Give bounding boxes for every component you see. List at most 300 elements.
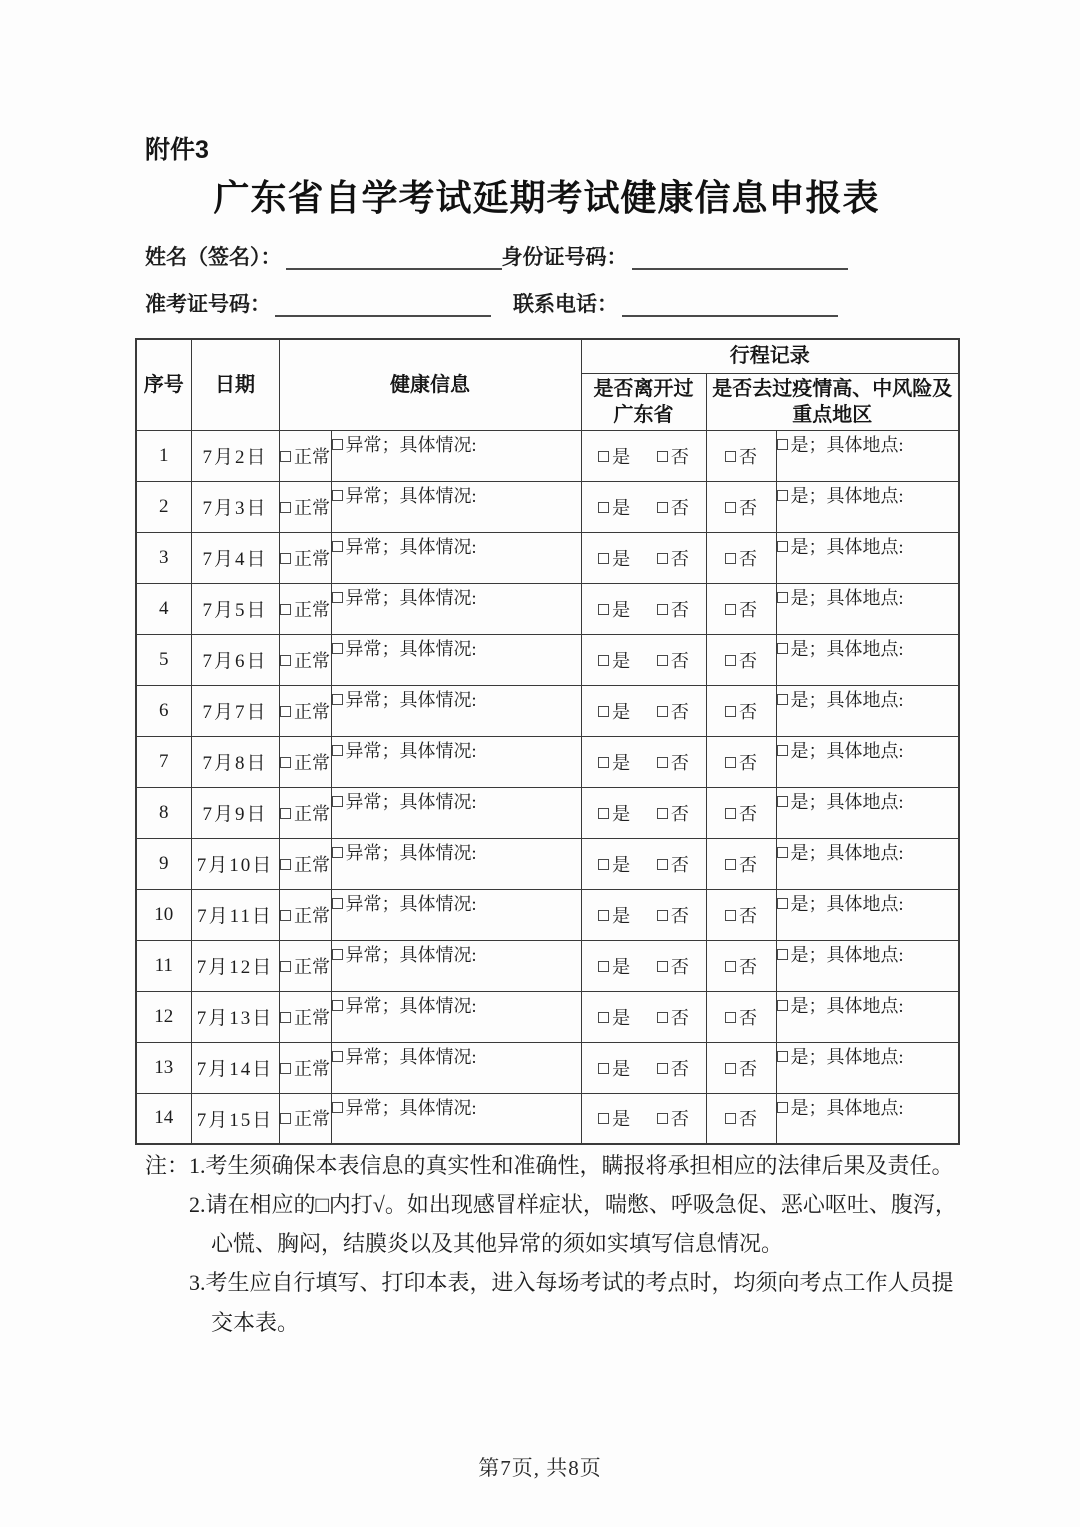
option-label: 是 (612, 446, 631, 467)
option-label: 是；具体地点: (790, 638, 904, 659)
risk-no-checkbox[interactable] (725, 957, 757, 977)
option-label: 正常 (294, 1058, 330, 1079)
abnormal-checkbox[interactable] (332, 1098, 477, 1118)
option-label: 否 (739, 1058, 757, 1079)
checkbox-icon (777, 541, 788, 552)
option-label: 否 (739, 701, 757, 722)
row-date-value: 7月9日 (202, 804, 268, 825)
checkbox-icon (332, 1102, 343, 1113)
risk-no-checkbox[interactable] (725, 804, 757, 824)
option-label: 否 (739, 752, 757, 773)
normal-checkbox[interactable] (280, 1109, 330, 1129)
checkbox-icon (725, 502, 736, 513)
checkbox-icon (725, 757, 736, 768)
row-seq-value: 14 (154, 1107, 174, 1129)
risk-area-no-cell (706, 838, 776, 889)
health-abnormal-cell (331, 838, 581, 889)
option-label: 异常；具体情况: (345, 689, 477, 710)
checkbox-icon (332, 439, 343, 450)
normal-checkbox[interactable] (280, 702, 330, 722)
left-yes-checkbox[interactable] (598, 1059, 630, 1079)
checkbox-icon (725, 1012, 736, 1023)
risk-area-yes-cell (776, 889, 959, 940)
row-seq (136, 889, 191, 940)
checkbox-icon (332, 1000, 343, 1011)
risk-yes-checkbox[interactable] (777, 1047, 904, 1067)
option-label: 是；具体地点: (790, 740, 904, 761)
left-yes-checkbox[interactable] (598, 447, 630, 467)
health-abnormal-cell (331, 634, 581, 685)
option-label: 是；具体地点: (790, 536, 904, 557)
health-normal-cell (279, 685, 331, 736)
phone-label: 联系电话： (513, 292, 618, 316)
row-date (191, 430, 279, 481)
left-yes-checkbox[interactable] (598, 600, 630, 620)
checkbox-icon (777, 1000, 788, 1011)
risk-yes-checkbox[interactable] (777, 741, 904, 761)
option-label: 否 (670, 803, 689, 824)
option-label: 是 (612, 650, 631, 671)
risk-area-no-cell (706, 685, 776, 736)
risk-no-checkbox[interactable] (725, 855, 757, 875)
checkbox-icon (657, 808, 668, 819)
checkbox-icon (725, 553, 736, 564)
risk-no-checkbox[interactable] (725, 600, 757, 620)
normal-checkbox[interactable] (280, 651, 330, 671)
left-yes-checkbox[interactable] (598, 855, 630, 875)
option-label: 异常；具体情况: (345, 791, 477, 812)
checkbox-icon (777, 490, 788, 501)
row-seq-value: 11 (154, 954, 173, 976)
left-guangdong-cell (581, 838, 706, 889)
option-label: 否 (739, 446, 757, 467)
note-item-3: 3.考生应自行填写、打印本表，进入每场考试的考点时，均须向考点工作人员提交本表。 (189, 1270, 954, 1335)
checkbox-icon (598, 961, 609, 972)
checkbox-icon (280, 961, 291, 972)
field-row-2 (145, 283, 960, 317)
health-normal-cell (279, 838, 331, 889)
risk-no-checkbox[interactable] (725, 447, 757, 467)
left-guangdong-cell (581, 481, 706, 532)
option-label: 是 (612, 1007, 631, 1028)
normal-checkbox[interactable] (280, 804, 330, 824)
row-date-value: 7月13日 (196, 1008, 274, 1029)
left-yes-checkbox[interactable] (598, 957, 630, 977)
risk-area-no-cell (706, 634, 776, 685)
option-label: 否 (670, 497, 689, 518)
normal-checkbox[interactable] (280, 600, 330, 620)
option-label: 否 (670, 956, 689, 977)
row-seq-value: 1 (159, 444, 169, 466)
option-label: 否 (739, 1109, 757, 1130)
risk-yes-checkbox[interactable] (777, 894, 904, 914)
left-guangdong-cell (581, 532, 706, 583)
abnormal-checkbox[interactable] (332, 537, 477, 557)
option-label: 异常；具体情况: (345, 485, 477, 506)
row-date (191, 532, 279, 583)
checkbox-icon (598, 502, 609, 513)
checkbox-icon (657, 604, 668, 615)
checkbox-icon (332, 490, 343, 501)
left-no-checkbox[interactable] (657, 1008, 689, 1028)
table-row (136, 940, 959, 991)
risk-area-yes-cell (776, 583, 959, 634)
header-fields (145, 236, 960, 330)
left-yes-checkbox[interactable] (598, 498, 630, 518)
health-abnormal-cell (331, 1093, 581, 1144)
table-row (136, 430, 959, 481)
option-label: 是 (612, 803, 631, 824)
risk-area-yes-cell (776, 430, 959, 481)
abnormal-checkbox[interactable] (332, 843, 477, 863)
row-seq (136, 481, 191, 532)
left-no-checkbox[interactable] (657, 447, 689, 467)
risk-no-checkbox[interactable] (725, 1008, 757, 1028)
option-label: 正常 (294, 701, 330, 722)
checkbox-icon (598, 604, 609, 615)
row-date (191, 940, 279, 991)
left-no-checkbox[interactable] (657, 651, 689, 671)
option-label: 否 (739, 497, 757, 518)
option-label: 是；具体地点: (790, 434, 904, 455)
risk-no-checkbox[interactable] (725, 498, 757, 518)
risk-area-yes-cell (776, 991, 959, 1042)
name-input[interactable] (286, 244, 502, 270)
risk-area-yes-cell (776, 532, 959, 583)
option-label: 否 (739, 854, 757, 875)
row-seq-value: 12 (154, 1005, 174, 1027)
risk-area-no-cell (706, 583, 776, 634)
checkbox-icon (280, 1012, 291, 1023)
abnormal-checkbox[interactable] (332, 1047, 477, 1067)
option-label: 是；具体地点: (790, 791, 904, 812)
normal-checkbox[interactable] (280, 447, 330, 467)
checkbox-icon (598, 757, 609, 768)
checkbox-icon (598, 1063, 609, 1074)
option-label: 是 (612, 854, 631, 875)
risk-yes-checkbox[interactable] (777, 435, 904, 455)
risk-yes-checkbox[interactable] (777, 690, 904, 710)
health-abnormal-cell (331, 991, 581, 1042)
left-no-checkbox[interactable] (657, 498, 689, 518)
option-label: 否 (670, 905, 689, 926)
left-yes-checkbox[interactable] (598, 804, 630, 824)
checkbox-icon (657, 1012, 668, 1023)
checkbox-icon (777, 898, 788, 909)
checkbox-icon (777, 745, 788, 756)
abnormal-checkbox[interactable] (332, 486, 477, 506)
left-yes-checkbox[interactable] (598, 753, 630, 773)
risk-no-checkbox[interactable] (725, 651, 757, 671)
left-no-checkbox[interactable] (657, 804, 689, 824)
option-label: 否 (670, 1058, 689, 1079)
health-normal-cell (279, 889, 331, 940)
left-no-checkbox[interactable] (657, 957, 689, 977)
note-item-2: 2.请在相应的□内打√。如出现感冒样症状，喘憋、呼吸急促、恶心呕吐、腹泻，心慌、胸闷，结膜炎以及其他异常的须如实填写信息情况。 (189, 1192, 957, 1257)
left-guangdong-cell (581, 430, 706, 481)
option-label: 否 (739, 650, 757, 671)
normal-checkbox[interactable] (280, 906, 330, 926)
option-label: 否 (670, 752, 689, 773)
checkbox-icon (280, 553, 291, 564)
option-label: 异常；具体情况: (345, 1097, 477, 1118)
checkbox-icon (777, 796, 788, 807)
checkbox-icon (598, 706, 609, 717)
row-date-value: 7月5日 (202, 600, 268, 621)
normal-checkbox[interactable] (280, 1008, 330, 1028)
abnormal-checkbox[interactable] (332, 741, 477, 761)
normal-checkbox[interactable] (280, 957, 330, 977)
risk-area-yes-cell (776, 787, 959, 838)
row-seq (136, 736, 191, 787)
left-guangdong-cell (581, 685, 706, 736)
table-row (136, 481, 959, 532)
risk-area-no-cell (706, 1042, 776, 1093)
health-abnormal-cell (331, 736, 581, 787)
option-label: 是；具体地点: (790, 893, 904, 914)
health-normal-cell (279, 991, 331, 1042)
header-trip-record: 行程记录 (581, 339, 959, 373)
table-row (136, 838, 959, 889)
id-number-input[interactable] (632, 244, 848, 270)
checkbox-icon (657, 553, 668, 564)
normal-checkbox[interactable] (280, 753, 330, 773)
risk-no-checkbox[interactable] (725, 549, 757, 569)
health-abnormal-cell (331, 1042, 581, 1093)
option-label: 是 (612, 905, 631, 926)
phone-input[interactable] (622, 291, 838, 317)
checkbox-icon (332, 898, 343, 909)
abnormal-checkbox[interactable] (332, 894, 477, 914)
checkbox-icon (332, 694, 343, 705)
checkbox-icon (657, 961, 668, 972)
health-abnormal-cell (331, 685, 581, 736)
option-label: 是；具体地点: (790, 1046, 904, 1067)
normal-checkbox[interactable] (280, 855, 330, 875)
checkbox-icon (725, 1113, 736, 1124)
row-seq-value: 4 (159, 597, 169, 619)
abnormal-checkbox[interactable] (332, 588, 477, 608)
row-seq-value: 7 (159, 750, 169, 772)
left-yes-checkbox[interactable] (598, 1008, 630, 1028)
row-date-value: 7月2日 (202, 447, 268, 468)
risk-area-yes-cell (776, 1042, 959, 1093)
normal-checkbox[interactable] (280, 549, 330, 569)
checkbox-icon (777, 592, 788, 603)
health-normal-cell (279, 736, 331, 787)
abnormal-checkbox[interactable] (332, 690, 477, 710)
risk-yes-checkbox[interactable] (777, 996, 904, 1016)
abnormal-checkbox[interactable] (332, 996, 477, 1016)
option-label: 是；具体地点: (790, 485, 904, 506)
option-label: 正常 (294, 905, 330, 926)
option-label: 是 (612, 599, 631, 620)
abnormal-checkbox[interactable] (332, 639, 477, 659)
left-no-checkbox[interactable] (657, 906, 689, 926)
checkbox-icon (725, 451, 736, 462)
option-label: 正常 (294, 497, 330, 518)
risk-yes-checkbox[interactable] (777, 639, 904, 659)
option-label: 正常 (294, 752, 330, 773)
ticket-number-input[interactable] (275, 291, 491, 317)
health-normal-cell (279, 940, 331, 991)
risk-no-checkbox[interactable] (725, 702, 757, 722)
ticket-number-label: 准考证号码： (145, 292, 271, 316)
risk-area-no-cell (706, 940, 776, 991)
risk-area-no-cell (706, 736, 776, 787)
risk-yes-checkbox[interactable] (777, 945, 904, 965)
table-row (136, 889, 959, 940)
left-guangdong-cell (581, 583, 706, 634)
row-seq (136, 1042, 191, 1093)
row-date (191, 736, 279, 787)
checkbox-icon (657, 655, 668, 666)
checkbox-icon (280, 757, 291, 768)
checkbox-icon (725, 859, 736, 870)
health-declaration-table (135, 338, 960, 1145)
option-label: 是 (612, 956, 631, 977)
left-no-checkbox[interactable] (657, 549, 689, 569)
row-seq-value: 6 (159, 699, 169, 721)
checkbox-icon (332, 949, 343, 960)
option-label: 是；具体地点: (790, 995, 904, 1016)
risk-no-checkbox[interactable] (725, 1059, 757, 1079)
normal-checkbox[interactable] (280, 1059, 330, 1079)
risk-area-no-cell (706, 481, 776, 532)
checkbox-icon (657, 859, 668, 870)
risk-no-checkbox[interactable] (725, 1109, 757, 1129)
checkbox-icon (657, 706, 668, 717)
health-abnormal-cell (331, 787, 581, 838)
row-seq (136, 940, 191, 991)
risk-no-checkbox[interactable] (725, 753, 757, 773)
left-no-checkbox[interactable] (657, 753, 689, 773)
table-row (136, 634, 959, 685)
option-label: 是 (612, 701, 631, 722)
option-label: 正常 (294, 1007, 330, 1028)
row-date (191, 838, 279, 889)
table-row (136, 583, 959, 634)
risk-yes-checkbox[interactable] (777, 537, 904, 557)
row-date-value: 7月7日 (202, 702, 268, 723)
left-no-checkbox[interactable] (657, 702, 689, 722)
risk-yes-checkbox[interactable] (777, 843, 904, 863)
left-no-checkbox[interactable] (657, 855, 689, 875)
left-no-checkbox[interactable] (657, 600, 689, 620)
left-no-checkbox[interactable] (657, 1059, 689, 1079)
left-yes-checkbox[interactable] (598, 1109, 630, 1129)
row-seq (136, 838, 191, 889)
row-date-value: 7月6日 (202, 651, 268, 672)
checkbox-icon (725, 808, 736, 819)
row-seq-value: 13 (154, 1056, 174, 1078)
risk-area-no-cell (706, 430, 776, 481)
left-guangdong-cell (581, 736, 706, 787)
checkbox-icon (598, 808, 609, 819)
risk-no-checkbox[interactable] (725, 906, 757, 926)
left-yes-checkbox[interactable] (598, 906, 630, 926)
option-label: 正常 (294, 650, 330, 671)
checkbox-icon (280, 604, 291, 615)
left-guangdong-cell (581, 787, 706, 838)
abnormal-checkbox[interactable] (332, 945, 477, 965)
row-seq-value: 10 (154, 903, 174, 925)
option-label: 否 (670, 701, 689, 722)
checkbox-icon (280, 859, 291, 870)
row-date (191, 1042, 279, 1093)
table-row (136, 787, 959, 838)
health-abnormal-cell (331, 940, 581, 991)
checkbox-icon (280, 1113, 291, 1124)
risk-area-yes-cell (776, 1093, 959, 1144)
option-label: 异常；具体情况: (345, 740, 477, 761)
abnormal-checkbox[interactable] (332, 435, 477, 455)
table-row (136, 991, 959, 1042)
left-yes-checkbox[interactable] (598, 702, 630, 722)
checkbox-icon (332, 745, 343, 756)
left-yes-checkbox[interactable] (598, 549, 630, 569)
left-guangdong-cell (581, 889, 706, 940)
risk-yes-checkbox[interactable] (777, 486, 904, 506)
notes-prefix: 注： (145, 1153, 190, 1178)
checkbox-icon (777, 643, 788, 654)
option-label: 异常；具体情况: (345, 536, 477, 557)
header-date: 日期 (191, 339, 279, 430)
health-normal-cell (279, 1093, 331, 1144)
checkbox-icon (657, 1113, 668, 1124)
left-yes-checkbox[interactable] (598, 651, 630, 671)
left-guangdong-cell (581, 1093, 706, 1144)
left-guangdong-cell (581, 1042, 706, 1093)
normal-checkbox[interactable] (280, 498, 330, 518)
risk-yes-checkbox[interactable] (777, 1098, 904, 1118)
risk-area-yes-cell (776, 685, 959, 736)
checkbox-icon (598, 859, 609, 870)
row-date-value: 7月4日 (202, 549, 268, 570)
field-row-1 (145, 236, 960, 270)
option-label: 否 (670, 854, 689, 875)
checkbox-icon (725, 604, 736, 615)
checkbox-icon (332, 592, 343, 603)
option-label: 否 (670, 650, 689, 671)
row-seq (136, 583, 191, 634)
option-label: 异常；具体情况: (345, 587, 477, 608)
health-abnormal-cell (331, 532, 581, 583)
checkbox-icon (598, 655, 609, 666)
row-seq (136, 430, 191, 481)
option-label: 否 (670, 1007, 689, 1028)
risk-area-yes-cell (776, 736, 959, 787)
header-risk-area: 是否去过疫情高、中风险及重点地区 (706, 373, 959, 430)
risk-area-yes-cell (776, 634, 959, 685)
note-item-1: 1.考生须确保本表信息的真实性和准确性，瞒报将承担相应的法律后果及责任。 (189, 1153, 954, 1178)
left-no-checkbox[interactable] (657, 1109, 689, 1129)
row-seq (136, 532, 191, 583)
option-label: 是；具体地点: (790, 1097, 904, 1118)
risk-yes-checkbox[interactable] (777, 588, 904, 608)
row-seq (136, 634, 191, 685)
page-title: 广东省自学考试延期考试健康信息申报表 (213, 177, 880, 218)
abnormal-checkbox[interactable] (332, 792, 477, 812)
checkbox-icon (332, 796, 343, 807)
health-abnormal-cell (331, 430, 581, 481)
risk-area-yes-cell (776, 838, 959, 889)
risk-yes-checkbox[interactable] (777, 792, 904, 812)
table-row (136, 1042, 959, 1093)
health-abnormal-cell (331, 889, 581, 940)
health-abnormal-cell (331, 583, 581, 634)
row-date-value: 7月15日 (196, 1109, 274, 1131)
